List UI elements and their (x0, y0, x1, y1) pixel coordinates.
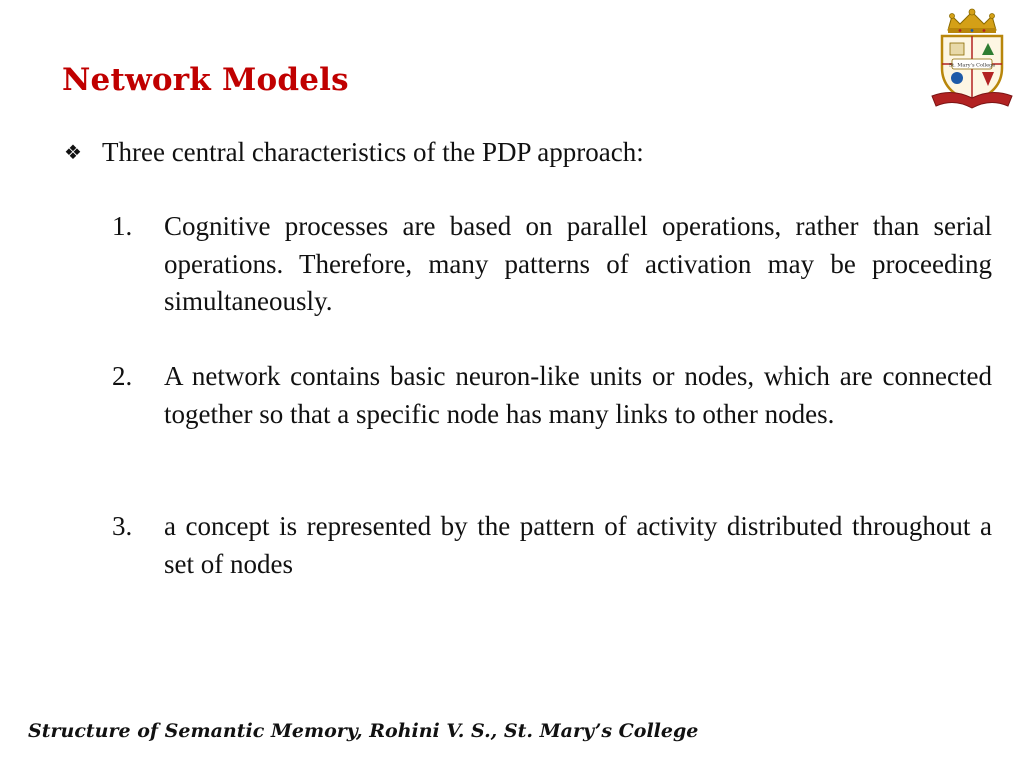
intro-text: Three central characteristics of the PDP approach: (102, 137, 644, 167)
list-item-number: 1. (112, 211, 133, 241)
list-item (112, 508, 992, 583)
list-item-text: Cognitive processes are based on parallel operations, rather than serial operations. Therefore, many patterns of activation may be proceeding simultaneously. (164, 211, 992, 316)
list-item-number: 2. (112, 361, 133, 391)
list-item-number: 3. (112, 511, 133, 541)
slide-title: Network Models (62, 62, 349, 98)
list-item-text: a concept is represented by the pattern of activity distributed throughout a set of nodes (164, 511, 992, 579)
intro-line (64, 136, 644, 169)
crest-name-text: St. Mary's College (948, 62, 996, 69)
diamond-bullet-icon: ❖ (64, 142, 82, 164)
list-item (112, 208, 992, 321)
college-crest-icon (926, 6, 1018, 110)
slide-footer: Structure of Semantic Memory, Rohini V. S., St. Mary’s College (28, 720, 699, 742)
list-item-text: A network contains basic neuron-like units or nodes, which are connected together so that a specific node has many links to other nodes. (164, 361, 992, 429)
list-item (112, 358, 992, 433)
